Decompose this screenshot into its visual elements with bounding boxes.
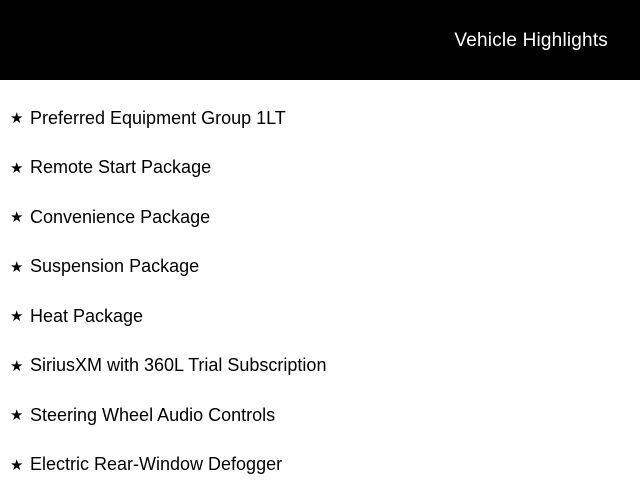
list-item (0, 193, 640, 243)
list-item-label: Heat Package (30, 307, 143, 327)
list-item-label: Remote Start Package (30, 158, 211, 178)
list-item (0, 243, 640, 293)
page-title: Vehicle Highlights (454, 31, 608, 50)
list-item (0, 94, 640, 144)
list-item-label: Suspension Package (30, 257, 199, 277)
star-icon: ★ (10, 210, 30, 225)
list-item-label: Electric Rear-Window Defogger (30, 455, 282, 475)
star-icon: ★ (10, 111, 30, 126)
header-bar (0, 0, 640, 80)
star-icon: ★ (10, 458, 30, 473)
list-item (0, 342, 640, 392)
star-icon: ★ (10, 359, 30, 374)
list-item-label: Steering Wheel Audio Controls (30, 406, 275, 426)
list-item-label: Preferred Equipment Group 1LT (30, 109, 286, 129)
vehicle-highlights-list (0, 80, 640, 490)
star-icon: ★ (10, 309, 30, 324)
list-item (0, 441, 640, 490)
list-item (0, 144, 640, 194)
list-item-label: Convenience Package (30, 208, 210, 228)
star-icon: ★ (10, 260, 30, 275)
list-item (0, 292, 640, 342)
star-icon: ★ (10, 408, 30, 423)
list-item-label: SiriusXM with 360L Trial Subscription (30, 356, 326, 376)
list-item (0, 391, 640, 441)
star-icon: ★ (10, 161, 30, 176)
